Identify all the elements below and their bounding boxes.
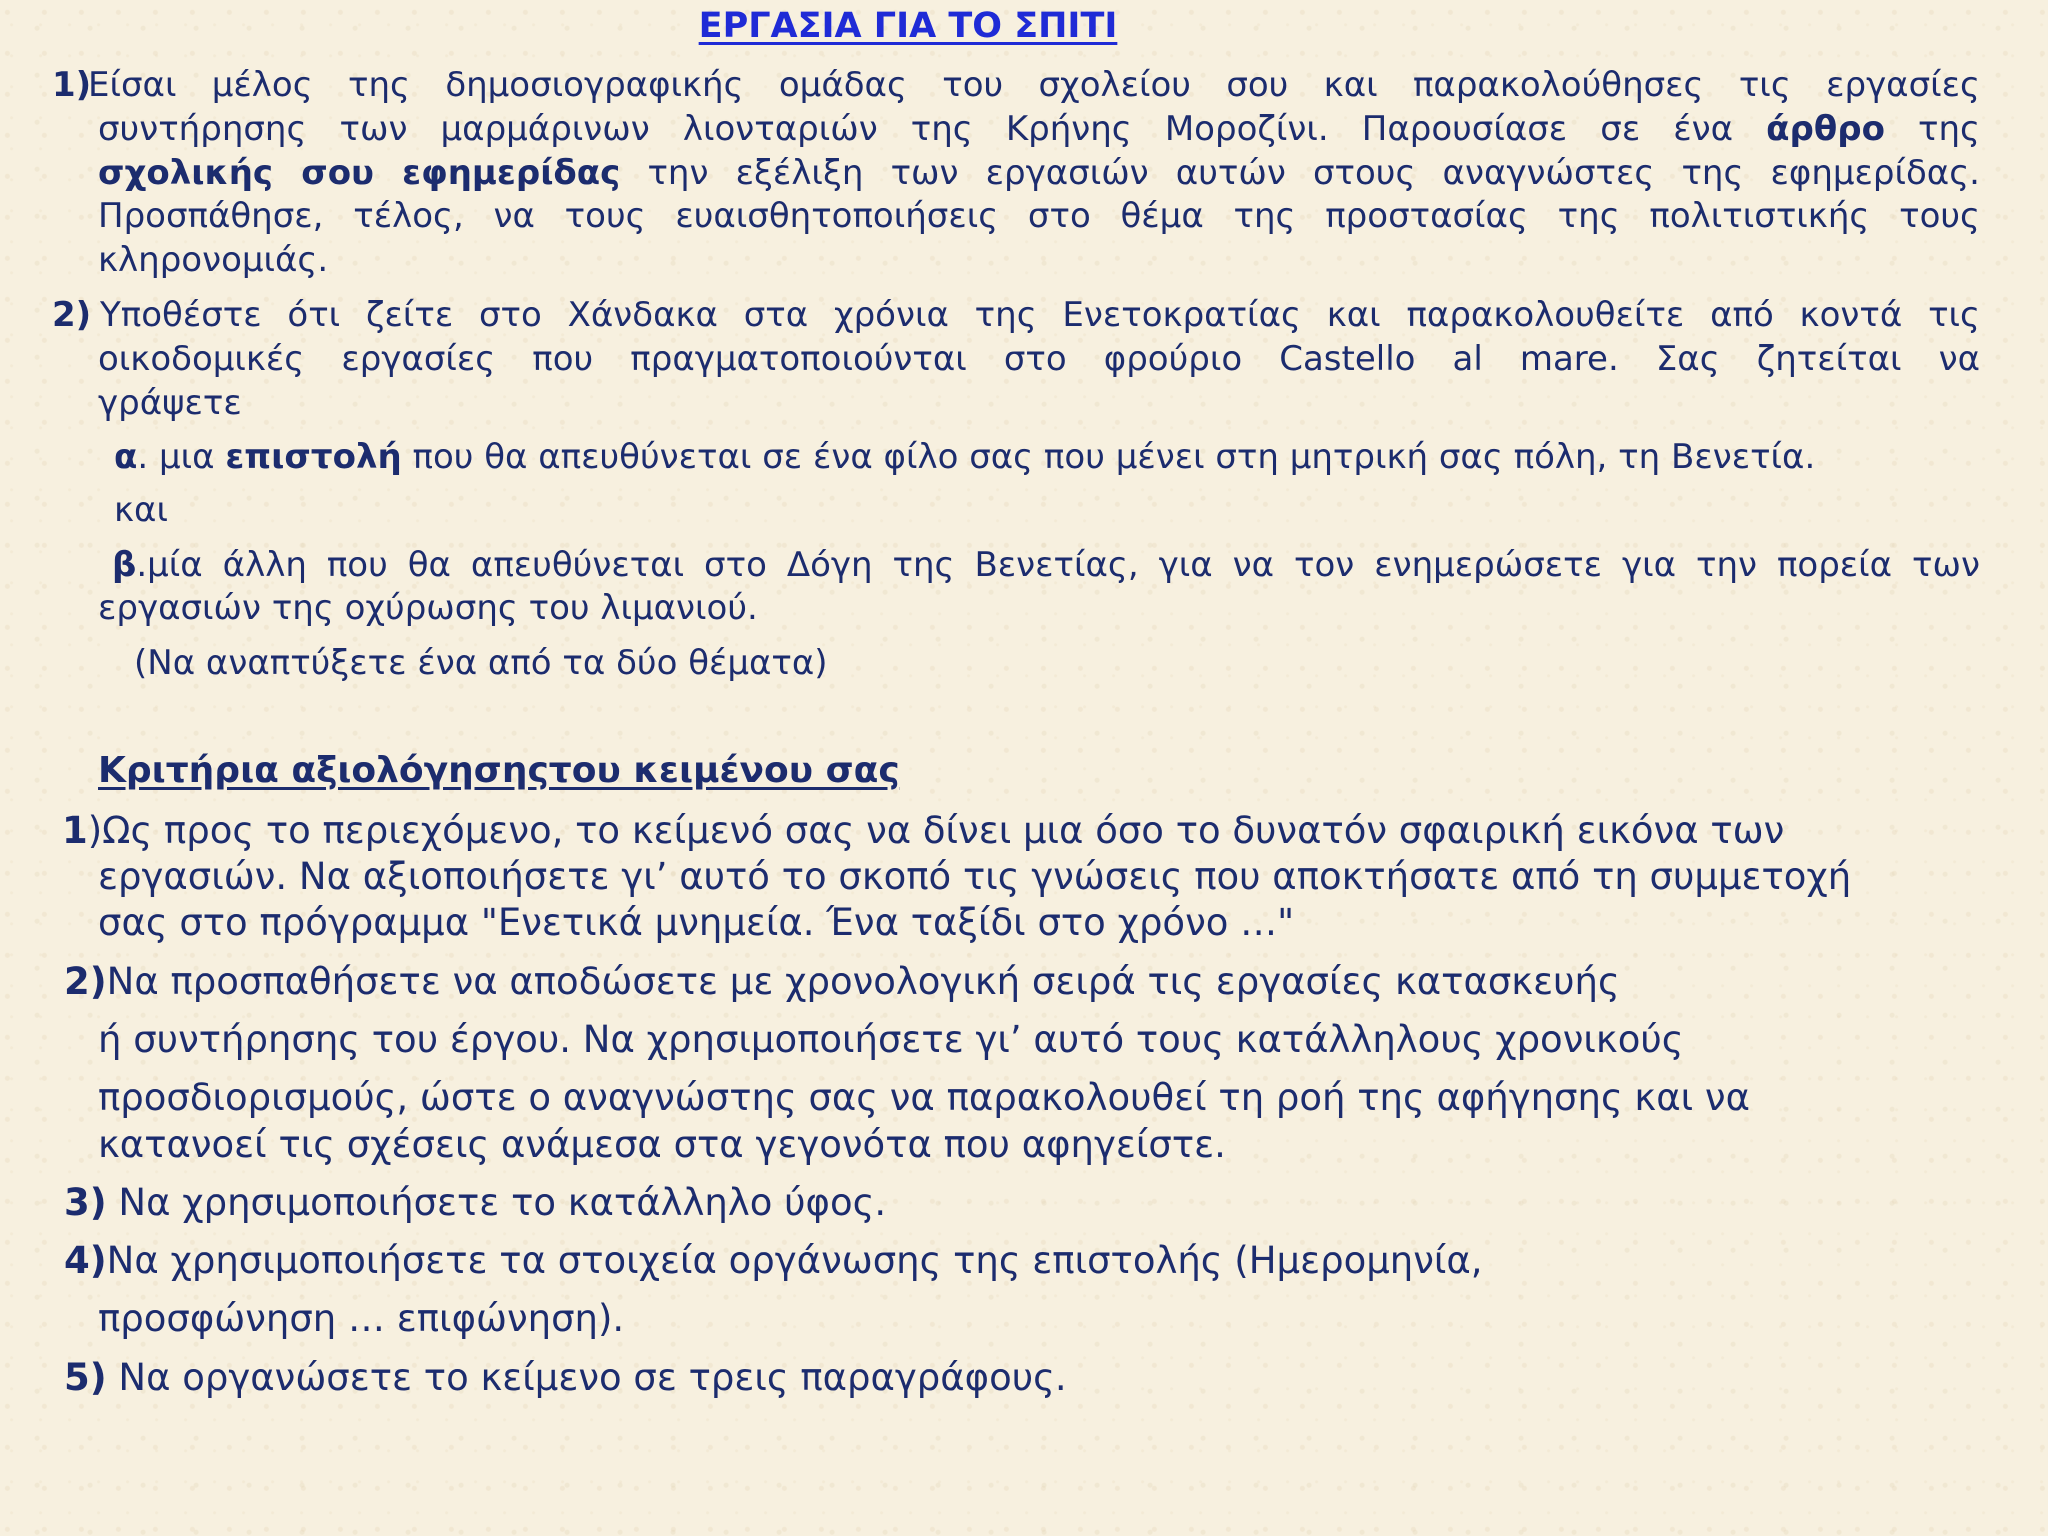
task2-line-1: Υποθέστε ότι ζείτε στο Χάνδακα στα χρόνια της Ενετοκρατίας και παρακολουθείτε από κοντά τις [100, 295, 1980, 335]
criterion-2: 2)Να προσπαθήσετε να αποδώσετε με χρονολογική σειρά τις εργασίες κατασκευής [64, 960, 1620, 1003]
task2-option-b-line-2: εργασιών της οχύρωσης του λιμανιού. [98, 588, 758, 628]
task1-line-5: κληρονομιάς. [98, 240, 329, 280]
criterion-2-line-4: κατανοεί τις σχέσεις ανάμεσα στα γεγονότα που αφηγείστε. [98, 1123, 1226, 1166]
task2-line-2: οικοδομικές εργασίες που πραγματοποιούνται στο φρούριο Castello al mare. Σας ζητείται να [98, 339, 1980, 379]
task1-line-3: σχολικής σου εφημερίδας την εξέλιξη των εργασιών αυτών στους αναγνώστες της εφημερίδας. [98, 153, 1980, 193]
criterion-1: 1)Ως προς το περιεχόμενο, το κείμενό σας να δίνει μια όσο το δυνατόν σφαιρική εικόνα των [62, 809, 1785, 852]
criterion-2-line-2: ή συντήρησης του έργου. Να χρησιμοποιήσετε γι’ αυτό τους κατάλληλους χρονικούς [98, 1018, 1684, 1061]
task2-line-3: γράψετε [98, 383, 242, 423]
criterion-5: 5) Να οργανώσετε το κείμενο σε τρεις παραγράφους. [64, 1356, 1067, 1399]
task1-line-1: Είσαι μέλος της δημοσιογραφικής ομάδας του σχολείου σου και παρακολούθησες τις εργασίες [88, 65, 1980, 105]
task2-option-a: α. μια επιστολή που θα απευθύνεται σε ένα φίλο σας που μένει στη μητρική σας πόλη, τη Βενετία. [114, 437, 1816, 477]
task1-number: 1) [52, 65, 92, 105]
task2-number: 2) [52, 295, 92, 335]
task2-and: και [114, 490, 168, 530]
criterion-1-line-2: εργασιών. Να αξιοποιήσετε γι’ αυτό το σκοπό τις γνώσεις που αποκτήσατε από τη συμμετοχή [98, 855, 1852, 898]
page-title: ΕΡΓΑΣΙΑ ΓΙΑ ΤΟ ΣΠΙΤΙ [698, 6, 1118, 46]
task1-line-2: συντήρησης των μαρμάρινων λιονταριών της Κρήνης Μοροζίνι. Παρουσίασε σε ένα άρθρο της [98, 109, 1980, 149]
criterion-3: 3) Να χρησιμοποιήσετε το κατάλληλο ύφος. [64, 1181, 887, 1224]
criterion-4: 4)Να χρησιμοποιήσετε τα στοιχεία οργάνωσης της επιστολής (Ημερομηνία, [64, 1239, 1483, 1282]
task2-note: (Να αναπτύξετε ένα από τα δύο θέματα) [134, 643, 828, 683]
criterion-1-line-3: σας στο πρόγραμμα "Ενετικά μνημεία. Ένα ταξίδι στο χρόνο …" [98, 901, 1295, 944]
task2-option-b: β.μία άλλη που θα απευθύνεται στο Δόγη της Βενετίας, για να τον ενημερώσετε για την πορεία των [112, 545, 1980, 585]
criterion-2-line-3: προσδιορισμούς, ώστε ο αναγνώστης σας να παρακολουθεί τη ροή της αφήγησης και να [98, 1076, 1750, 1119]
criterion-4-line-2: προσφώνηση … επιφώνηση). [98, 1297, 625, 1340]
criteria-heading: Κριτήρια αξιολόγησηςτου κειμένου σας [98, 750, 900, 791]
task1-line-4: Προσπάθησε, τέλος, να τους ευαισθητοποιήσεις στο θέμα της προστασίας της πολιτιστικής τους [98, 196, 1980, 236]
